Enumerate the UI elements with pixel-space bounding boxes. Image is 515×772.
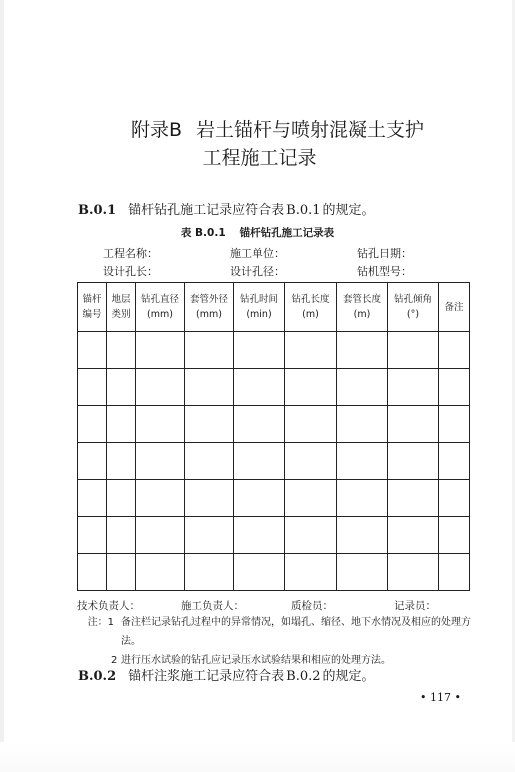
table-cell <box>337 517 388 554</box>
project-name-label: 工程名称： <box>103 247 158 260</box>
table-caption <box>0 226 515 240</box>
page-number: • 117 • <box>420 691 461 704</box>
header-hole-inclination: 钻孔倾角 (°) <box>388 283 439 332</box>
table-row <box>78 332 470 369</box>
table-cell <box>439 332 470 369</box>
table-cell <box>337 332 388 369</box>
table-cell <box>136 406 185 443</box>
table-cell <box>185 517 234 554</box>
table-cell <box>107 369 136 406</box>
table-row <box>78 517 470 554</box>
clause-b01 <box>78 202 375 220</box>
design-hole-diameter-label: 设计孔径： <box>230 265 285 278</box>
table-cell <box>78 480 107 517</box>
construction-lead-label: 施工负责人： <box>181 600 244 612</box>
design-hole-length-label: 设计孔长： <box>103 265 158 278</box>
note-2-label: 2 <box>111 655 118 666</box>
table-cell <box>234 406 285 443</box>
table-cell <box>185 443 234 480</box>
table-row <box>78 443 470 480</box>
appendix-title-line2: 工程施工记录 <box>202 147 317 169</box>
table-cell <box>136 517 185 554</box>
table-cell <box>285 480 337 517</box>
clause-text-end: 的规定。 <box>322 203 375 218</box>
table-cell <box>78 443 107 480</box>
table-cell <box>388 443 439 480</box>
table-cell <box>78 406 107 443</box>
table-cell <box>388 406 439 443</box>
header-hole-diameter: 钻孔直径 (mm) <box>136 283 185 332</box>
recorder-label: 记录员： <box>394 600 436 612</box>
appendix-title-line1 <box>0 116 515 144</box>
table-cell <box>136 369 185 406</box>
table-info-row <box>103 245 463 261</box>
table-cell <box>337 480 388 517</box>
page-bottom-margin <box>0 742 515 772</box>
table-cell <box>107 332 136 369</box>
table-cell <box>78 554 107 591</box>
table-info-row <box>103 263 463 279</box>
table-cell <box>185 369 234 406</box>
table-cell <box>388 554 439 591</box>
note-1-text: 备注栏记录钻孔过程中的异常情况，如塌孔、缩径、地下水情况及相应的处理方法。 <box>121 617 471 647</box>
appendix-title-text: 岩土锚杆与喷射混凝土支护 <box>196 119 425 141</box>
table-cell <box>136 480 185 517</box>
table-cell <box>185 406 234 443</box>
table-cell <box>285 369 337 406</box>
clause-text: 锚杆钻孔施工记录应符合表 <box>128 203 285 218</box>
inspector-label: 质检员： <box>291 600 333 612</box>
table-cell <box>285 406 337 443</box>
clause-text: 锚杆注浆施工记录应符合表 <box>128 669 285 684</box>
table-cell <box>439 369 470 406</box>
table-cell <box>234 332 285 369</box>
header-anchor-number: 锚杆 编号 <box>78 283 107 332</box>
table-cell <box>337 369 388 406</box>
clause-b02 <box>78 668 375 686</box>
table-header-row <box>78 283 470 332</box>
table-cell <box>388 369 439 406</box>
table-cell <box>285 332 337 369</box>
table-cell <box>234 369 285 406</box>
table-cell <box>234 554 285 591</box>
table-cell <box>107 443 136 480</box>
table-row <box>78 554 470 591</box>
table-note-1 <box>77 613 475 651</box>
table-cell <box>107 406 136 443</box>
drill-model-label: 钻机型号： <box>357 265 412 278</box>
table-cell <box>136 554 185 591</box>
appendix-label: 附录B <box>130 119 183 141</box>
header-casing-outer-diameter: 套管外径 (mm) <box>185 283 234 332</box>
table-cell <box>439 443 470 480</box>
table-caption-number: 表 B.0.1 <box>180 227 226 239</box>
clause-text-end: 的规定。 <box>322 669 375 684</box>
header-remarks: 备注 <box>439 283 470 332</box>
table-cell <box>234 517 285 554</box>
table-cell <box>234 480 285 517</box>
table-cell <box>388 480 439 517</box>
table-cell <box>388 332 439 369</box>
table-cell <box>136 332 185 369</box>
table-reference: B.0.1 <box>286 203 321 218</box>
header-hole-length: 钻孔长度 (m) <box>285 283 337 332</box>
table-body <box>78 332 470 591</box>
note-1-label: 注：1 <box>87 617 114 628</box>
contractor-label: 施工单位： <box>230 247 285 260</box>
header-drilling-time: 钻孔时间 (min) <box>234 283 285 332</box>
table-cell <box>107 554 136 591</box>
table-cell <box>285 443 337 480</box>
table-cell <box>136 443 185 480</box>
table-cell <box>234 443 285 480</box>
table-cell <box>337 443 388 480</box>
table-cell <box>439 406 470 443</box>
table-cell <box>78 517 107 554</box>
table-cell <box>285 517 337 554</box>
note-2-text: 进行压水试验的钻孔应记录压水试验结果和相应的处理方法。 <box>121 655 391 666</box>
signature-row <box>77 598 477 613</box>
table-cell <box>337 406 388 443</box>
table-cell <box>107 480 136 517</box>
clause-number: B.0.2 <box>78 669 117 684</box>
table-cell <box>107 517 136 554</box>
header-stratum-type: 地层 类别 <box>107 283 136 332</box>
drilling-record-table <box>77 282 470 591</box>
technical-lead-label: 技术负责人： <box>77 600 140 612</box>
header-casing-length: 套管长度 (m) <box>337 283 388 332</box>
table-caption-title: 锚杆钻孔施工记录表 <box>239 227 335 239</box>
drilling-date-label: 钻孔日期： <box>357 247 412 260</box>
table-cell <box>78 369 107 406</box>
table-row <box>78 406 470 443</box>
table-cell <box>185 480 234 517</box>
table-cell <box>185 332 234 369</box>
table-row <box>78 480 470 517</box>
table-cell <box>439 480 470 517</box>
appendix-title <box>0 116 515 172</box>
table-cell <box>78 332 107 369</box>
table-cell <box>285 554 337 591</box>
clause-number: B.0.1 <box>78 203 117 218</box>
table-cell <box>337 554 388 591</box>
table-reference: B.0.2 <box>286 669 321 684</box>
table-row <box>78 369 470 406</box>
table-cell <box>439 554 470 591</box>
table-cell <box>439 517 470 554</box>
table-cell <box>388 517 439 554</box>
table-cell <box>185 554 234 591</box>
